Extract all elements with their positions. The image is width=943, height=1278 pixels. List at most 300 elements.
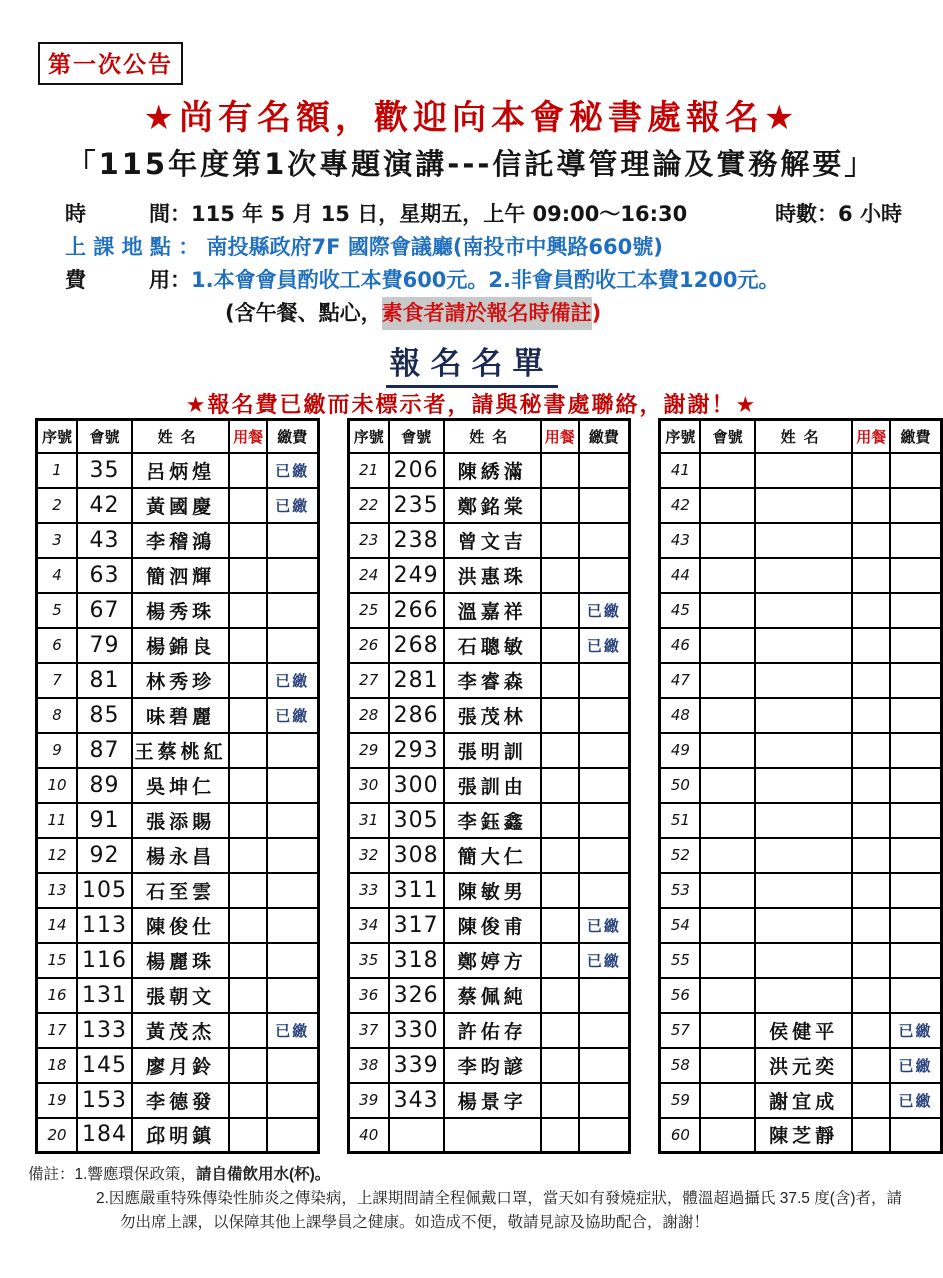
cell-seq: 1 [37,453,78,488]
cell-paid [267,838,318,873]
table-row [37,1013,319,1048]
meal-note-suffix: ) [591,301,602,325]
cell-paid: 已繳 [579,593,630,628]
cell-paid [267,628,318,663]
table-row [37,1048,319,1083]
table-row [37,698,319,733]
cell-paid [579,698,630,733]
cell-seq: 20 [37,1118,78,1153]
cell-paid: 已繳 [890,1048,941,1083]
location-line: 上 課 地 點 ： 南投縣政府7F 國際會議廳(南投市中興路660號) [65,235,663,259]
cell-member: 206 [389,453,444,488]
cell-meal [852,943,890,978]
cell-meal [852,873,890,908]
cell-name: 張朝文 [132,978,229,1013]
column-header-seq: 序號 [660,420,701,453]
cell-name: 張明訓 [444,733,541,768]
cell-member: 133 [77,1013,132,1048]
cell-member [700,978,754,1013]
cell-seq: 41 [660,453,701,488]
cell-name: 吳坤仁 [132,768,229,803]
cell-name: 溫嘉祥 [444,593,541,628]
table-row [348,803,630,838]
payment-notice: ★報名費已繳而未標示者，請與秘書處聯絡，謝謝！★ [185,393,758,418]
table-row [660,1013,942,1048]
cell-seq: 22 [348,488,389,523]
cell-name: 楊景字 [444,1083,541,1118]
cell-meal [229,523,267,558]
cell-member [700,1083,754,1118]
cell-name: 洪惠珠 [444,558,541,593]
cell-paid [267,803,318,838]
cell-name: 張茂林 [444,698,541,733]
cell-paid [579,873,630,908]
cell-meal [852,698,890,733]
table-row [660,663,942,698]
cell-name [755,453,853,488]
cell-paid: 已繳 [267,453,318,488]
cell-meal [852,733,890,768]
cell-paid [890,768,941,803]
cell-member [700,488,754,523]
cell-seq: 23 [348,523,389,558]
cell-seq: 50 [660,768,701,803]
cell-seq: 51 [660,803,701,838]
cell-name: 楊秀珠 [132,593,229,628]
cell-name: 鄭銘棠 [444,488,541,523]
cell-member: 92 [77,838,132,873]
cell-member: 305 [389,803,444,838]
cell-meal [852,838,890,873]
cell-seq: 15 [37,943,78,978]
cell-member: 266 [389,593,444,628]
cell-member: 293 [389,733,444,768]
cell-paid: 已繳 [890,1013,941,1048]
cell-name: 蔡佩純 [444,978,541,1013]
cell-member [700,593,754,628]
cell-seq: 45 [660,593,701,628]
cell-paid [267,523,318,558]
table-row [348,1013,630,1048]
cell-paid [890,593,941,628]
table-row [348,1083,630,1118]
cell-meal [229,593,267,628]
cell-member: 281 [389,663,444,698]
column-header-seq: 序號 [348,420,389,453]
first-announcement-banner: 第一次公告 [38,42,183,85]
cell-paid [579,1013,630,1048]
cell-seq: 44 [660,558,701,593]
cell-name [755,803,853,838]
footer-note-3: 勿出席上課，以保障其他上課學員之健康。如造成不便，敬請見諒及協助配合，謝謝！ [120,1214,710,1231]
cell-seq: 53 [660,873,701,908]
cell-seq: 30 [348,768,389,803]
time-value: 時 間：115 年 5 月 15 日，星期五，上午 09:00～16:30 [65,202,688,226]
cell-paid [579,733,630,768]
cell-paid [890,628,941,663]
table-row [37,593,319,628]
cell-meal [541,768,579,803]
table-row [37,768,319,803]
cell-paid [890,698,941,733]
cell-seq: 58 [660,1048,701,1083]
cell-seq: 47 [660,663,701,698]
table-row [37,558,319,593]
cell-member: 268 [389,628,444,663]
roster-table-3 [658,418,943,1154]
cell-seq: 32 [348,838,389,873]
table-row [348,1048,630,1083]
cell-member: 85 [77,698,132,733]
column-header-meal: 用餐 [229,420,267,453]
cell-seq: 56 [660,978,701,1013]
table-row [348,1118,630,1153]
cell-meal [229,978,267,1013]
cell-member: 339 [389,1048,444,1083]
cell-paid [267,558,318,593]
table-row [660,908,942,943]
cell-name: 張添賜 [132,803,229,838]
cell-seq: 54 [660,908,701,943]
table-row [660,628,942,663]
cell-meal [541,698,579,733]
cell-member [700,838,754,873]
cell-seq: 60 [660,1118,701,1153]
cell-member [700,558,754,593]
table-row [37,978,319,1013]
cell-member [700,628,754,663]
cell-seq: 6 [37,628,78,663]
table-row [37,803,319,838]
cell-seq: 26 [348,628,389,663]
cell-name: 洪元奕 [755,1048,853,1083]
cell-member: 105 [77,873,132,908]
cell-name: 曾文吉 [444,523,541,558]
cell-meal [852,663,890,698]
table-row [348,943,630,978]
cell-name: 邱明鎮 [132,1118,229,1153]
cell-member [700,453,754,488]
cell-name: 陳俊甫 [444,908,541,943]
cell-paid [267,908,318,943]
info-block [65,198,910,330]
cell-seq: 39 [348,1083,389,1118]
cell-paid [579,558,630,593]
table-row [37,488,319,523]
table-row [660,943,942,978]
cell-member [700,523,754,558]
table-row [660,593,942,628]
cell-meal [229,1118,267,1153]
table-row [660,978,942,1013]
cell-meal [541,873,579,908]
cell-name: 李睿森 [444,663,541,698]
table-row [660,733,942,768]
cell-member: 308 [389,838,444,873]
cell-name: 李稽鴻 [132,523,229,558]
cell-member: 326 [389,978,444,1013]
cell-member: 318 [389,943,444,978]
cell-paid: 已繳 [267,663,318,698]
cell-member [700,663,754,698]
cell-seq: 37 [348,1013,389,1048]
cell-meal [229,453,267,488]
meal-note-prefix: (含午餐、點心， [225,301,382,325]
header-row [660,420,942,453]
cell-seq: 57 [660,1013,701,1048]
cell-meal [229,943,267,978]
cell-seq: 49 [660,733,701,768]
cell-paid [579,1048,630,1083]
cell-paid [267,1083,318,1118]
table-row [37,873,319,908]
cell-seq: 35 [348,943,389,978]
cell-member: 67 [77,593,132,628]
cell-member: 89 [77,768,132,803]
cell-meal [229,1048,267,1083]
cell-name: 楊錦良 [132,628,229,663]
cell-name [444,1118,541,1153]
cell-paid: 已繳 [579,908,630,943]
cell-name [755,838,853,873]
cell-seq: 12 [37,838,78,873]
cell-meal [852,453,890,488]
table-row [348,838,630,873]
column-header-seq: 序號 [37,420,78,453]
cell-meal [852,768,890,803]
cell-meal [852,978,890,1013]
cell-paid: 已繳 [579,628,630,663]
footer-notes [28,1163,928,1235]
cell-meal [852,593,890,628]
table-row [660,698,942,733]
cell-name: 楊麗珠 [132,943,229,978]
cell-name: 許佑存 [444,1013,541,1048]
cell-meal [852,1118,890,1153]
cell-name: 黃茂杰 [132,1013,229,1048]
cell-name: 廖月鈴 [132,1048,229,1083]
cell-name: 黃國慶 [132,488,229,523]
cell-meal [541,1013,579,1048]
cell-name: 李昀諺 [444,1048,541,1083]
cell-paid: 已繳 [267,488,318,523]
cell-member: 43 [77,523,132,558]
table-row [660,523,942,558]
roster-table-1 [35,418,320,1154]
table-row [660,873,942,908]
table-row [37,1118,319,1153]
cell-meal [541,593,579,628]
table-row [37,908,319,943]
cell-paid [579,453,630,488]
cell-name [755,558,853,593]
cell-meal [541,943,579,978]
cell-meal [852,523,890,558]
cell-name: 謝宜成 [755,1083,853,1118]
fee-line [65,264,910,297]
cell-seq: 25 [348,593,389,628]
cell-meal [229,908,267,943]
cell-seq: 31 [348,803,389,838]
cell-member [700,733,754,768]
cell-member [700,698,754,733]
cell-seq: 14 [37,908,78,943]
table-row [37,663,319,698]
cell-meal [541,978,579,1013]
cell-seq: 10 [37,768,78,803]
cell-paid [267,733,318,768]
cell-member: 145 [77,1048,132,1083]
cell-paid [890,873,941,908]
cell-meal [541,628,579,663]
cell-member [700,873,754,908]
cell-paid [890,523,941,558]
cell-seq: 7 [37,663,78,698]
cell-meal [852,488,890,523]
column-header-meal: 用餐 [541,420,579,453]
cell-name [755,523,853,558]
table-row [348,978,630,1013]
column-header-paid: 繳費 [267,420,318,453]
table-row [348,488,630,523]
cell-paid [890,838,941,873]
table-row [660,558,942,593]
table-row [348,698,630,733]
column-header-member: 會號 [77,420,132,453]
cell-member: 91 [77,803,132,838]
fee-value: 1.本會會員酌收工本費600元。2.非會員酌收工本費1200元。 [191,268,780,292]
cell-meal [229,768,267,803]
column-header-meal: 用餐 [852,420,890,453]
cell-meal [229,803,267,838]
column-header-member: 會號 [700,420,754,453]
cell-meal [852,1013,890,1048]
seminar-title: 「115年度第1次專題演講---信託導管理論及實務解要」 [66,147,877,181]
table-row [37,1083,319,1118]
cell-meal [229,628,267,663]
cell-paid [267,978,318,1013]
cell-meal [541,453,579,488]
table-row [660,453,942,488]
table-row [660,838,942,873]
cell-name: 王蔡桃紅 [132,733,229,768]
cell-seq: 11 [37,803,78,838]
cell-meal [852,908,890,943]
cell-paid [890,943,941,978]
cell-name [755,698,853,733]
cell-name: 李德發 [132,1083,229,1118]
cell-member [700,803,754,838]
cell-paid: 已繳 [267,698,318,733]
footer-note-1-prefix: 備註：1.響應環保政策， [28,1166,196,1183]
cell-member: 131 [77,978,132,1013]
cell-meal [229,873,267,908]
cell-member [700,908,754,943]
cell-seq: 55 [660,943,701,978]
cell-paid [579,978,630,1013]
cell-member: 87 [77,733,132,768]
cell-member: 238 [389,523,444,558]
table-row [660,803,942,838]
cell-meal [852,1083,890,1118]
cell-paid: 已繳 [579,943,630,978]
column-header-paid: 繳費 [579,420,630,453]
cell-seq: 3 [37,523,78,558]
cell-meal [852,803,890,838]
cell-name [755,978,853,1013]
footer-note-1 [28,1163,928,1187]
table-row [660,1048,942,1083]
table-row [660,1118,942,1153]
cell-paid [579,1118,630,1153]
cell-seq: 36 [348,978,389,1013]
cell-meal [541,523,579,558]
cell-paid [890,453,941,488]
cell-meal [229,838,267,873]
cell-paid [890,733,941,768]
cell-member: 116 [77,943,132,978]
cell-name: 張訓由 [444,768,541,803]
cell-name: 陳綉滿 [444,453,541,488]
cell-member: 317 [389,908,444,943]
cell-meal [229,1013,267,1048]
cell-paid [579,1083,630,1118]
cell-paid [890,663,941,698]
cell-meal [541,803,579,838]
cell-meal [541,488,579,523]
cell-paid: 已繳 [890,1083,941,1118]
cell-paid [267,1048,318,1083]
cell-paid [579,803,630,838]
cell-seq: 19 [37,1083,78,1118]
table-row [660,488,942,523]
meal-note [65,297,910,330]
cell-member: 184 [77,1118,132,1153]
table-row [37,838,319,873]
cell-seq: 2 [37,488,78,523]
cell-seq: 18 [37,1048,78,1083]
cell-name: 鄭婷方 [444,943,541,978]
cell-name [755,733,853,768]
cell-paid [267,943,318,978]
cell-meal [541,1083,579,1118]
cell-meal [541,838,579,873]
list-title-wrap [0,338,943,388]
header-row [348,420,630,453]
cell-seq: 5 [37,593,78,628]
cell-paid [890,1118,941,1153]
cell-paid [267,593,318,628]
cell-paid [579,768,630,803]
cell-paid [579,663,630,698]
cell-paid [267,873,318,908]
cell-member: 311 [389,873,444,908]
cell-seq: 17 [37,1013,78,1048]
cell-member: 35 [77,453,132,488]
hours-value: 時數：6 小時 [775,202,902,226]
cell-name: 侯健平 [755,1013,853,1048]
cell-name [755,873,853,908]
cell-name: 陳敏男 [444,873,541,908]
cell-name: 石至雲 [132,873,229,908]
cell-name: 呂炳煌 [132,453,229,488]
cell-seq: 48 [660,698,701,733]
column-header-paid: 繳費 [890,420,941,453]
cell-paid [579,523,630,558]
cell-seq: 43 [660,523,701,558]
cell-name: 簡大仁 [444,838,541,873]
registration-list-title: 報名名單 [386,338,558,388]
